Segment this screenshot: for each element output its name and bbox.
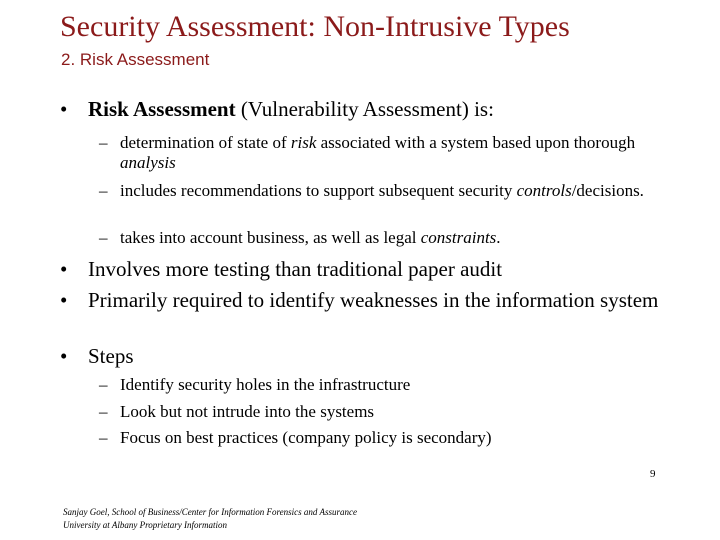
subbullet-text: Identify security holes in the infrastructure (120, 375, 411, 394)
slide-title: Security Assessment: Non-Intrusive Types (60, 10, 570, 43)
subbullet-text: Look but not intrude into the systems (120, 402, 375, 421)
bullet-icon: • (60, 257, 68, 281)
dash-icon: – (99, 428, 108, 447)
dash-icon: – (99, 375, 108, 394)
subbullet-text (120, 228, 650, 248)
text-run: /decisions. (571, 181, 644, 200)
subbullet-text (120, 133, 650, 173)
text-run: . (496, 228, 501, 247)
bullet-icon: • (60, 97, 68, 121)
dash-icon: – (99, 402, 108, 421)
text-run: associated with a system based upon thorough (316, 133, 636, 152)
bullet-icon: • (60, 288, 68, 312)
bullet-text (88, 97, 678, 121)
bullet-icon: • (60, 344, 68, 368)
footer-line-2: University at Albany Proprietary Information (63, 520, 227, 530)
italic-term: analysis (120, 153, 176, 172)
bullet-text: Primarily required to identify weaknesses in the information system (88, 288, 659, 312)
italic-term: risk (290, 133, 317, 152)
bullet-text: Involves more testing than traditional paper audit (88, 257, 503, 281)
subbullet-text (120, 181, 650, 201)
text-run: determination of state of (120, 133, 291, 152)
slide-footer (63, 506, 483, 532)
dash-icon: – (99, 133, 108, 152)
bullet-rest: (Vulnerability Assessment) is: (235, 97, 494, 121)
text-run: takes into account business, as well as legal (120, 228, 421, 247)
subbullet-text: Focus on best practices (company policy is secondary) (120, 428, 492, 447)
italic-term: controls (516, 181, 572, 200)
italic-term: constraints (420, 228, 497, 247)
page-number: 9 (650, 468, 656, 480)
footer-line-1: Sanjay Goel, School of Business/Center for Information Forensics and Assurance (63, 507, 357, 517)
slide-subtitle: 2. Risk Assessment (61, 50, 210, 69)
text-run: includes recommendations to support subsequent security (120, 181, 517, 200)
bold-term: Risk Assessment (88, 97, 236, 121)
dash-icon: – (99, 228, 108, 247)
bullet-text: Steps (88, 344, 134, 368)
dash-icon: – (99, 181, 108, 200)
